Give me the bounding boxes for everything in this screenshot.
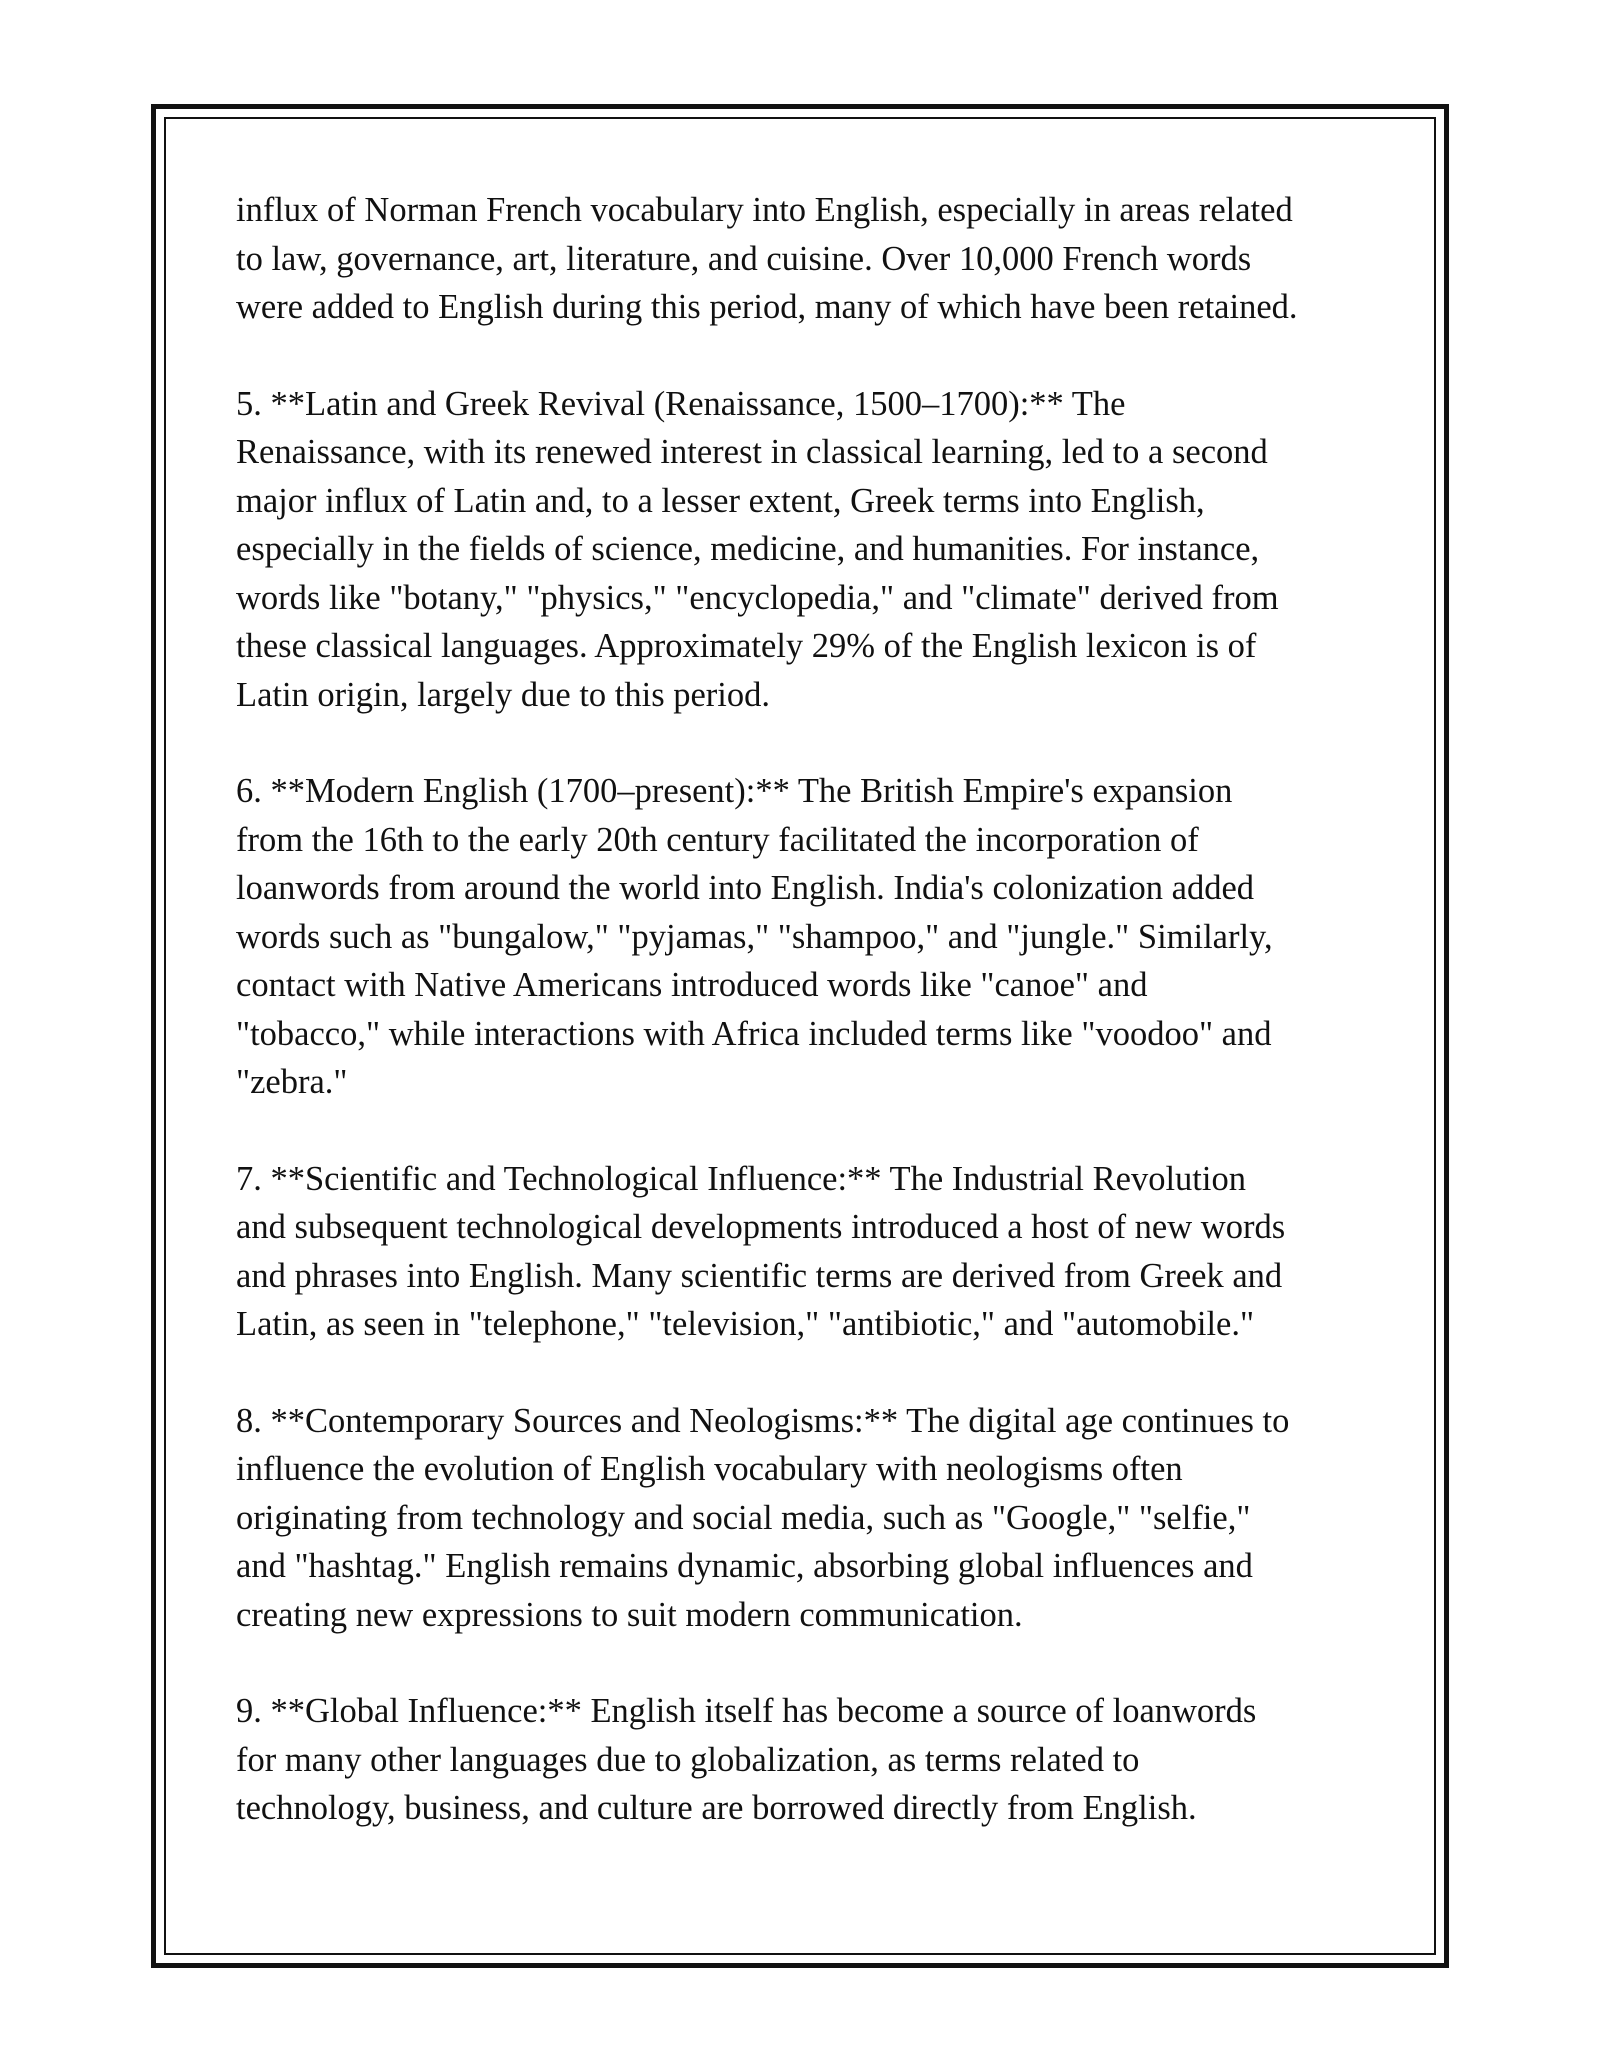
document-body [236,186,1386,1881]
text-line: Latin, as seen in "telephone," "television," "antibiotic," and "automobile." [236,1305,1255,1343]
paragraph-modern-english [236,767,1386,1107]
text-line: "zebra." [236,1063,348,1101]
text-line: 6. **Modern English (1700–present):** The British Empire's expansion [236,772,1233,810]
text-line: Latin origin, largely due to this period. [236,675,771,714]
text-line: and phrases into English. Many scientific terms are derived from Greek and [236,1256,1283,1295]
text-line: loanwords from around the world into English. India's colonization added [236,869,1255,907]
text-line: from the 16th to the early 20th century facilitated the incorporation of [236,820,1199,859]
text-line: "tobacco," while interactions with Africa included terms like "voodoo" and [236,1014,1272,1053]
paragraph-global-influence [236,1687,1386,1833]
paragraph-contemporary-neologisms [236,1397,1386,1640]
text-line: creating new expressions to suit modern communication. [236,1595,1023,1634]
text-line: contact with Native Americans introduced words like "canoe" and [236,966,1148,1004]
text-line: originating from technology and social media, such as "Google," "selfie," [236,1498,1251,1537]
text-line: especially in the fields of science, medicine, and humanities. For instance, [236,530,1260,568]
text-line: 8. **Contemporary Sources and Neologisms:** The digital age continues to [236,1401,1290,1440]
text-line: were added to English during this period, many of which have been retained. [236,288,1298,326]
paragraph-latin-greek-revival [236,380,1386,720]
text-line: words like "botany," "physics," "encyclopedia," and "climate" derived from [236,578,1279,617]
text-line: words such as "bungalow," "pyjamas," "shampoo," and "jungle." Similarly, [236,917,1273,956]
text-line: 7. **Scientific and Technological Influence:** The Industrial Revolution [236,1159,1246,1198]
text-line: major influx of Latin and, to a lesser extent, Greek terms into English, [236,481,1205,520]
text-line: these classical languages. Approximately 29% of the English lexicon is of [236,627,1257,665]
paragraph-norman-french-continuation [236,186,1386,332]
text-line: and "hashtag." English remains dynamic, absorbing global influences and [236,1547,1253,1585]
text-line: 9. **Global Influence:** English itself has become a source of loanwords [236,1692,1257,1730]
text-line: Renaissance, with its renewed interest in classical learning, led to a second [236,433,1268,471]
paragraph-scientific-technological [236,1155,1386,1349]
text-line: technology, business, and culture are borrowed directly from English. [236,1789,1197,1827]
text-line: for many other languages due to globalization, as terms related to [236,1740,1140,1779]
text-line: influence the evolution of English vocabulary with neologisms often [236,1450,1183,1488]
text-line: 5. **Latin and Greek Revival (Renaissance, 1500–1700):** The [236,384,1126,423]
text-line: influx of Norman French vocabulary into English, especially in areas related [236,191,1293,229]
text-line: and subsequent technological developments introduced a host of new words [236,1208,1286,1246]
text-line: to law, governance, art, literature, and cuisine. Over 10,000 French words [236,239,1252,278]
